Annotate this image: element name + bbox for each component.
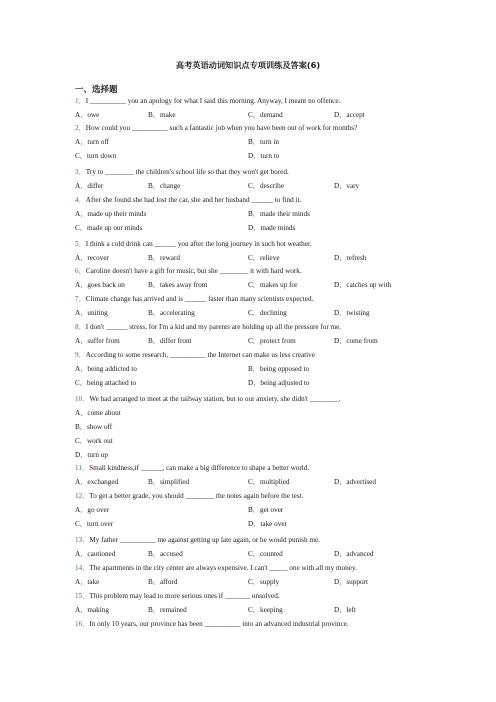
answer-option[interactable]: A．exchanged [75,478,119,486]
question-stem [75,168,289,177]
question-stem [75,492,303,501]
answer-option[interactable]: D．made minds [248,224,296,232]
answer-option[interactable]: B．takes away from [148,281,208,289]
answer-option[interactable]: C．turn over [75,520,114,528]
answer-option[interactable]: B．afford [148,578,178,586]
answer-option[interactable]: D．being adjusted to [248,379,310,387]
answer-option[interactable]: C．supply [248,578,280,586]
answer-option[interactable]: D．refresh [334,254,367,262]
question-number: 12． [75,492,90,500]
answer-option[interactable]: A．being addicted to [75,365,137,373]
answer-option[interactable]: A．making [75,606,109,614]
question-text: We had arranged to meet at the railway station, but to our anxiety, she didn't ________. [89,395,341,403]
answer-option[interactable]: D．advertised [334,478,376,486]
question-text: Caroline doesn't have a gift for music, but she ________ it with hard work. [85,267,302,275]
answer-option[interactable]: C．makes up for [248,281,298,289]
answer-option[interactable]: D．turn to [248,152,280,160]
question-number: 3． [75,168,86,176]
answer-option[interactable]: A．go over [75,506,110,514]
question-stem [75,564,357,573]
question-text: I don't ______ stress, for I'm a kid and my parents are holding up all the pressure for me. [85,323,342,331]
question-number: 10． [75,395,90,403]
question-stem [75,196,301,205]
question-number: 5． [75,240,86,248]
answer-option[interactable]: D．come from [334,337,378,345]
question-stem [75,124,357,133]
question-number: 7． [75,295,86,303]
answer-option[interactable]: B．show off [75,423,113,431]
answer-option[interactable]: B．accelerating [148,309,195,317]
answer-option[interactable]: B．simplified [148,478,190,486]
answer-option[interactable]: A．goes back on [75,281,125,289]
question-text: After she found she had lost the car, she and her husband ______ to find it. [85,196,302,204]
question-text: To get a better grade, you should ________ the notes again before the test. [89,492,304,500]
answer-option[interactable]: C．keeping [248,606,283,614]
question-text: The apartments in the city center are always expensive. I can't _____ one with all my money. [89,564,357,572]
answer-option[interactable]: B．made their minds [248,210,310,218]
answer-option[interactable]: C．being attached to [75,379,137,387]
question-number: 6． [75,267,86,275]
question-stem [75,592,280,601]
question-text: Climate change has arrived and is ______ faster than many scientists expected. [85,295,314,303]
answer-option[interactable]: B．change [148,182,181,190]
question-stem [75,464,309,473]
answer-option[interactable]: B．accused [148,550,183,558]
answer-option[interactable]: D．advanced [334,550,374,558]
question-number: 11． [75,464,90,472]
question-number: 9． [75,351,86,359]
question-number: 16． [75,620,90,628]
answer-option[interactable]: B．remained [148,606,187,614]
question-stem [75,295,313,304]
question-stem [75,351,315,360]
answer-option[interactable]: B．differ from [148,337,192,345]
question-stem [75,536,320,545]
answer-option[interactable]: D．turn up [75,451,108,459]
answer-option[interactable]: D．left [334,606,356,614]
section-heading: 一、选择题 [75,85,118,95]
question-text: According to some research, __________ the Internet can make us less creative [85,351,315,359]
question-number: 13． [75,536,90,544]
question-text: My father __________ me against getting up late again, or he would punish me. [89,536,320,544]
question-text: I think a cold drink can ______ you after the long journey in such hot weather. [85,240,312,248]
question-number: 4． [75,196,86,204]
answer-option[interactable]: A．come about [75,409,121,417]
question-text: Try to ________ the children's school life so that they won't get bored. [85,168,289,176]
answer-option[interactable]: A．cautioned [75,550,116,558]
answer-option[interactable]: C．demand [248,111,283,119]
question-stem [75,97,340,106]
answer-option[interactable]: C．made up our minds [75,224,143,232]
answer-option[interactable]: B．being opposed to [248,365,310,373]
page-title: 高考英语动词知识点专项训练及答案(6) [175,60,321,70]
answer-option[interactable]: A．recover [75,254,109,262]
answer-option[interactable]: C．relieve [248,254,280,262]
question-stem [75,323,341,332]
answer-option[interactable]: B．get over [248,506,284,514]
answer-option[interactable]: C．declining [248,309,287,317]
question-number: 2． [75,124,86,132]
answer-option[interactable]: C．multiplied [248,478,290,486]
question-stem [75,395,340,404]
answer-option[interactable]: A．owe [75,111,100,119]
question-text: How could you __________ such a fantastic job when you have been out of work for months? [85,124,358,132]
answer-option[interactable]: C．counted [248,550,283,558]
answer-option[interactable]: A．uniting [75,309,108,317]
answer-option[interactable]: C．describe [248,182,284,190]
answer-option[interactable]: B．make [148,111,176,119]
answer-option[interactable]: D．vary [334,182,360,190]
answer-option[interactable]: B．reward [148,254,180,262]
question-stem [75,240,312,249]
answer-option[interactable]: A．differ [75,182,104,190]
answer-option[interactable]: C．protect from [248,337,296,345]
question-number: 1． [75,97,86,105]
question-number: 8． [75,323,86,331]
answer-option[interactable]: D．accept [334,111,365,119]
answer-option[interactable]: A．take [75,578,100,586]
answer-option[interactable]: C．work out [75,437,113,445]
question-text: In only 10 years, our province has been __________ into an advanced industrial province. [89,620,349,628]
answer-option[interactable]: D．catches up with [334,281,392,289]
answer-option[interactable]: D．twisting [334,309,370,317]
answer-option[interactable]: D．take over [248,520,287,528]
answer-option[interactable]: A．suffer from [75,337,120,345]
question-text: I __________ you an apology for what I said this morning. Anyway, I meant no offence. [85,97,341,105]
answer-option[interactable]: A．made up their minds [75,210,147,218]
answer-option[interactable]: A．turn off [75,138,110,146]
question-text: Small kindness,if ______, can make a big difference to shape a better world. [89,464,310,472]
answer-option[interactable]: D．support [334,578,368,586]
question-stem [75,267,302,276]
question-number: 15． [75,592,90,600]
question-number: 14． [75,564,90,572]
question-stem [75,620,349,629]
question-text: This problem may lead to more serious ones if _______ unsolved. [89,592,280,600]
answer-option[interactable]: C．turn down [75,152,117,160]
answer-option[interactable]: B．turn in [248,138,279,146]
